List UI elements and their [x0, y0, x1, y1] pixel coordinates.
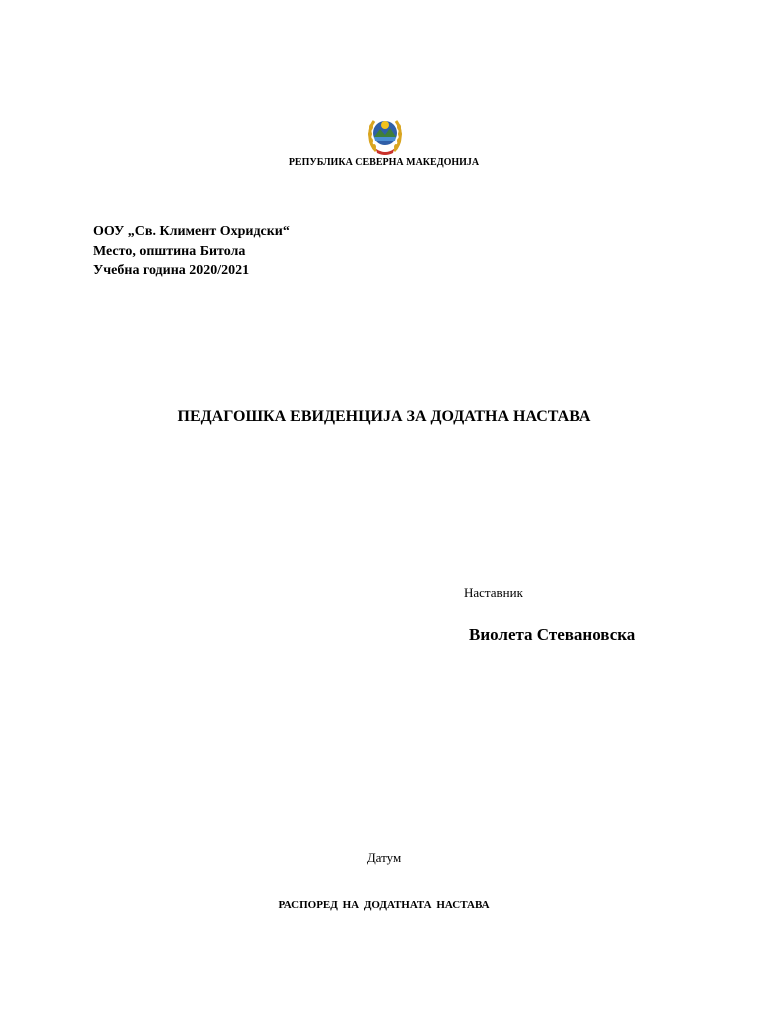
schedule-title: РАСПОРЕД НА ДОДАТНАТА НАСТАВА	[278, 899, 490, 911]
coat-of-arms-icon	[366, 113, 404, 157]
school-year: Учебна година 2020/2021	[93, 263, 250, 278]
date-label: Датум	[366, 850, 402, 865]
country-name: РЕПУБЛИКА СЕВЕРНА МАКЕДОНИЈА	[288, 157, 480, 168]
document-title: ПЕДАГОШКА ЕВИДЕНЦИЈА ЗА ДОДАТНА НАСТАВА	[177, 408, 591, 425]
teacher-name: Виолета Стевановска	[469, 625, 636, 644]
school-name: ООУ „Св. Климент Охридски“	[93, 224, 290, 239]
school-info	[93, 222, 290, 281]
teacher-label: Наставник	[464, 585, 523, 600]
school-place: Место, општина Битола	[93, 243, 246, 259]
